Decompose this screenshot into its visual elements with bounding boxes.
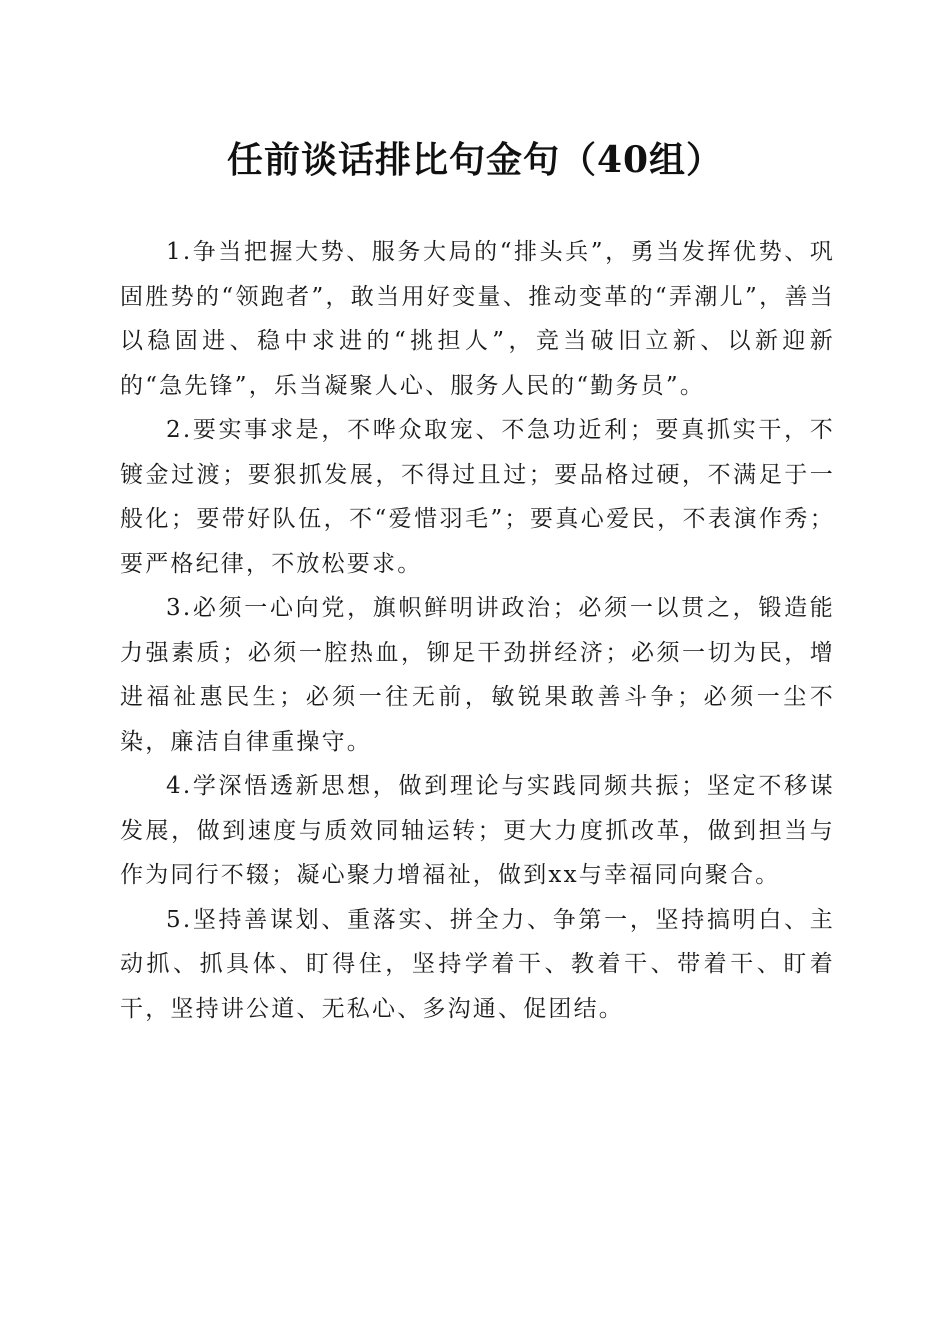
- document-body: [120, 230, 835, 1031]
- paragraph-4: 4.学深悟透新思想，做到理论与实践同频共振；坚定不移谋发展，做到速度与质效同轴运转；更大力度抓改革，做到担当与作为同行不辍；凝心聚力增福祉，做到xx与幸福同向聚合。: [120, 773, 835, 888]
- paragraph-1: 1.争当把握大势、服务大局的“排头兵”，勇当发挥优势、巩固胜势的“领跑者”，敢当用好变量、推动变革的“弄潮儿”，善当以稳固进、稳中求进的“挑担人”，竞当破旧立新、以新迎新的“急先锋”，乐当凝聚人心、服务人民的“勤务员”。: [120, 239, 835, 399]
- paragraph-3: 3.必须一心向党，旗帜鲜明讲政治；必须一以贯之，锻造能力强素质；必须一腔热血，铆足干劲拼经济；必须一切为民，增进福祉惠民生；必须一往无前，敏锐果敢善斗争；必须一尘不染，廉洁自律重操守。: [120, 595, 835, 755]
- document-title: 任前谈话排比句金句（40组）: [226, 139, 724, 181]
- paragraph-2: 2.要实事求是，不哗众取宠、不急功近利；要真抓实干，不镀金过渡；要狠抓发展，不得过且过；要品格过硬，不满足于一般化；要带好队伍，不“爱惜羽毛”；要真心爱民，不表演作秀；要严格纪律，不放松要求。: [120, 417, 835, 577]
- paragraph-5: 5.坚持善谋划、重落实、拼全力、争第一，坚持搞明白、主动抓、抓具体、盯得住，坚持学着干、教着干、带着干、盯着干，坚持讲公道、无私心、多沟通、促团结。: [120, 906, 835, 1022]
